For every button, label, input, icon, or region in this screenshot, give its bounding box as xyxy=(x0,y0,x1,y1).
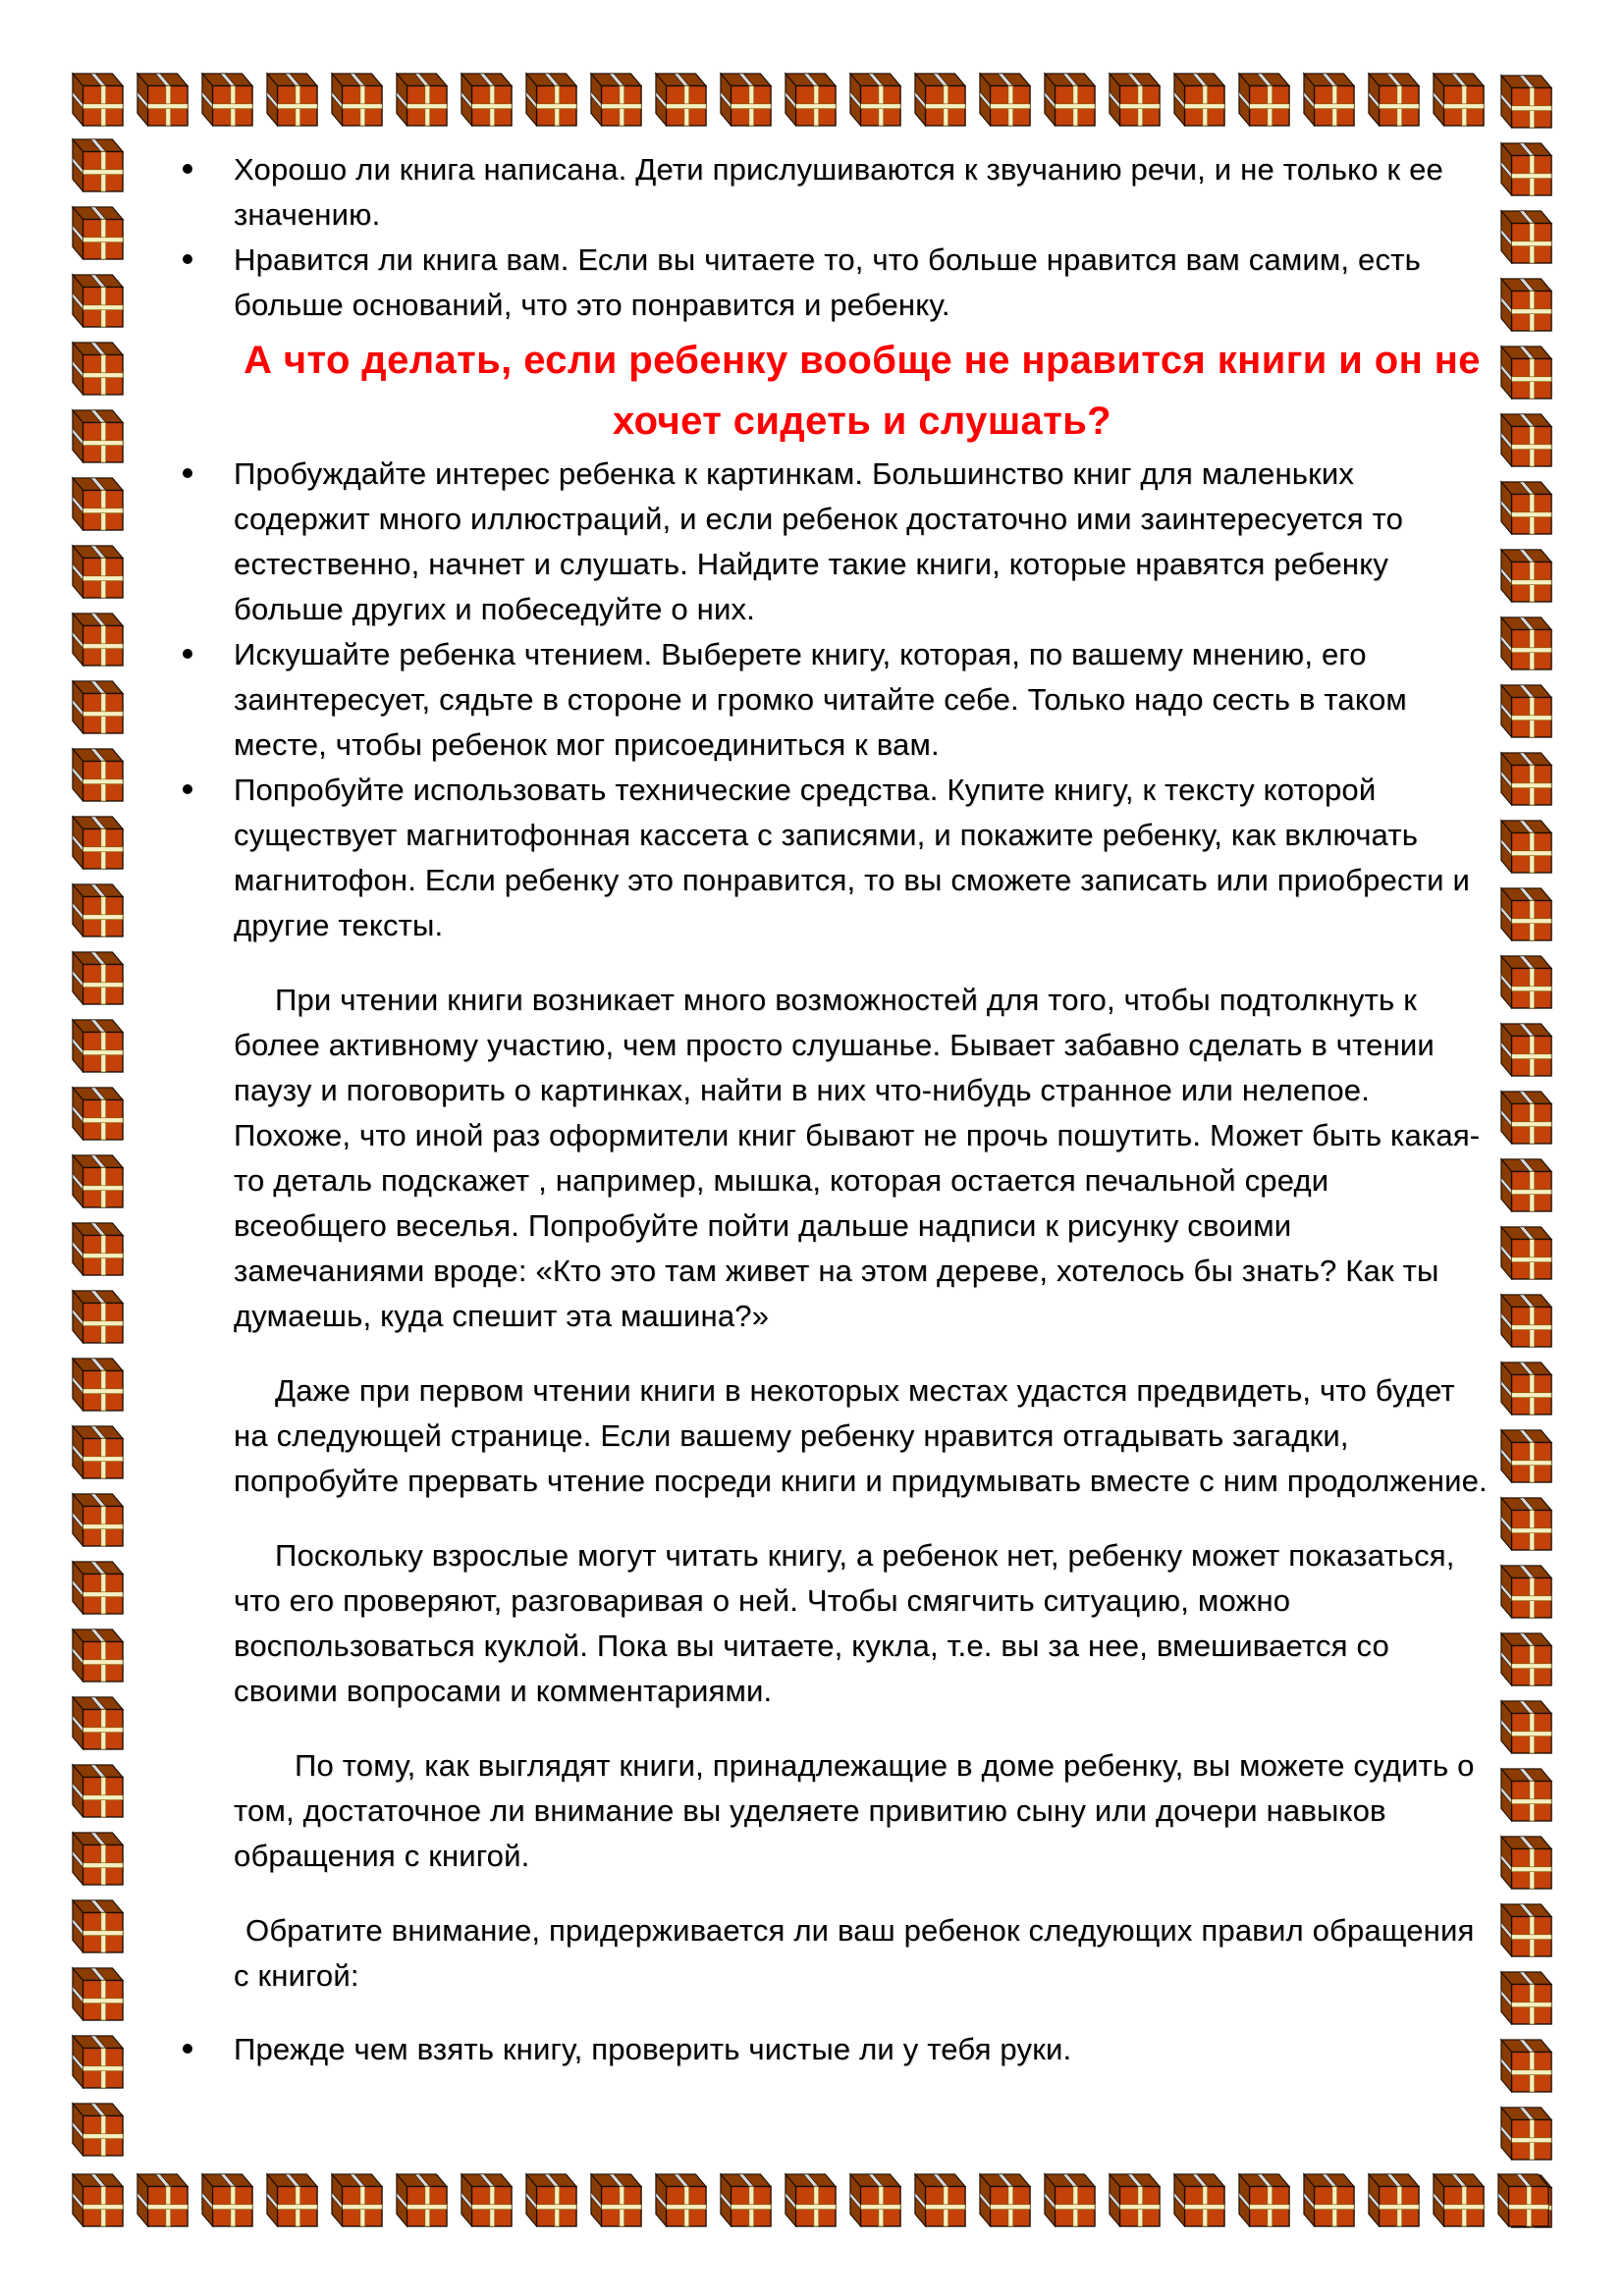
gift-box-icon xyxy=(72,1695,125,1750)
gift-box-icon xyxy=(1500,751,1553,806)
document-content xyxy=(234,147,1490,2072)
gift-box-icon xyxy=(72,1492,125,1547)
gift-box-icon xyxy=(72,1831,125,1886)
gift-box-icon xyxy=(1500,1970,1553,2025)
gift-box-icon xyxy=(72,341,125,396)
gift-box-icon xyxy=(1303,2172,1356,2227)
gift-box-icon xyxy=(1500,1767,1553,1822)
gift-box-icon xyxy=(1500,2038,1553,2093)
gift-box-icon xyxy=(1173,72,1226,127)
gift-box-icon xyxy=(655,72,708,127)
gift-box-icon xyxy=(979,2172,1032,2227)
gift-box-icon xyxy=(1500,1835,1553,1890)
gift-box-icon xyxy=(1500,1902,1553,1957)
gift-box-icon xyxy=(1109,2172,1162,2227)
gift-box-icon xyxy=(1044,2172,1097,2227)
gift-box-icon xyxy=(1109,72,1162,127)
gift-box-icon xyxy=(136,72,189,127)
gift-box-icon xyxy=(1500,1496,1553,1551)
list-item: Прежде чем взять книгу, проверить чистые ли у тебя руки. xyxy=(234,2027,1490,2072)
gift-box-icon xyxy=(72,1086,125,1141)
gift-box-icon xyxy=(979,72,1032,127)
paragraph: При чтении книги возникает много возможностей для того, чтобы подтолкнуть к более активному участию, чем просто слушанье. Бывает забавно сделать в чтении паузу и поговорить о картинках, найти в них что-нибудь странное или нелепое. Похоже, что иной раз оформители книг бывают не прочь пошутить. Может быть какая-то деталь подскажет , например, мышка, которая остается печальной среди всеобщего веселья. Попробуйте пойти дальше надписи к рисунку своими замечаниями вроде: «Кто это там живет на этом дереве, хотелось бы знать? Как ты думаешь, куда спешит эта машина?» xyxy=(234,983,1481,1333)
gift-box-icon xyxy=(655,2172,708,2227)
gift-box-icon xyxy=(72,72,125,127)
gift-box-icon xyxy=(72,137,125,192)
gift-box-icon xyxy=(1303,72,1356,127)
gift-box-icon xyxy=(1368,72,1421,127)
gift-box-icon xyxy=(72,2034,125,2089)
gift-box-icon xyxy=(720,72,773,127)
gift-box-icon xyxy=(849,72,902,127)
gift-box-icon xyxy=(1500,480,1553,535)
gift-box-icon xyxy=(72,1763,125,1818)
gift-box-icon xyxy=(72,612,125,667)
bullet-list-top xyxy=(234,147,1490,328)
gift-box-icon xyxy=(72,882,125,937)
gift-box-icon xyxy=(1500,1090,1553,1145)
gift-box-icon xyxy=(72,950,125,1005)
gift-box-icon xyxy=(1500,74,1553,129)
gift-box-icon xyxy=(785,2172,838,2227)
gift-box-icon xyxy=(331,72,384,127)
gift-box-icon xyxy=(72,2102,125,2157)
gift-box-icon xyxy=(72,2172,125,2227)
gift-box-icon xyxy=(72,476,125,531)
gift-box-icon xyxy=(266,72,319,127)
gift-box-icon xyxy=(72,408,125,463)
gift-box-icon xyxy=(136,2172,189,2227)
gift-box-icon xyxy=(396,72,449,127)
paragraph: Обратите внимание, придерживается ли ваш ребенок следующих правил обращения с книгой: xyxy=(234,1913,1475,1993)
gift-box-icon xyxy=(1433,2172,1486,2227)
gift-box-icon xyxy=(1500,1293,1553,1348)
section-heading: А что делать, если ребенку вообще не нравится книги и он не хочет сидеть и слушать? xyxy=(244,339,1481,443)
list-item: Искушайте ребенка чтением. Выберете книгу, которая, по вашему мнению, его заинтересует, сядьте в стороне и громко читайте себе. Только надо сесть в таком месте, чтобы ребенок мог присоединиться к вам. xyxy=(234,632,1490,768)
gift-box-icon xyxy=(1500,345,1553,400)
gift-box-icon xyxy=(72,1424,125,1479)
gift-box-icon xyxy=(590,2172,643,2227)
gift-box-icon xyxy=(1500,954,1553,1009)
gift-box-icon xyxy=(72,815,125,870)
gift-box-icon xyxy=(1500,277,1553,332)
gift-box-icon xyxy=(72,205,125,260)
gift-box-icon xyxy=(1044,72,1097,127)
gift-box-icon xyxy=(72,1560,125,1615)
gift-box-icon xyxy=(72,679,125,734)
gift-box-icon xyxy=(1500,2106,1553,2161)
gift-box-icon xyxy=(914,72,967,127)
bullet-list-bottom xyxy=(234,2027,1490,2072)
paragraph: По тому, как выглядят книги, принадлежащие в доме ребенку, вы можете судить о том, достаточное ли внимание вы уделяете привитию сыну или дочери навыков обращения с книгой. xyxy=(234,1748,1475,1873)
gift-box-icon xyxy=(1238,72,1291,127)
gift-box-icon xyxy=(1500,886,1553,941)
gift-box-icon xyxy=(1500,1022,1553,1077)
gift-box-icon xyxy=(1497,2172,1550,2227)
gift-box-icon xyxy=(1433,72,1486,127)
gift-box-icon xyxy=(72,273,125,328)
gift-box-icon xyxy=(1500,2173,1553,2228)
gift-box-icon xyxy=(72,747,125,802)
gift-box-icon xyxy=(1500,1699,1553,1754)
list-item: Хорошо ли книга написана. Дети прислушиваются к звучанию речи, и не только к ее значению. xyxy=(234,147,1490,238)
gift-box-icon xyxy=(1238,2172,1291,2227)
gift-box-icon xyxy=(396,2172,449,2227)
list-item: Пробуждайте интерес ребенка к картинкам. Большинство книг для маленьких содержит много иллюстраций, и если ребенок достаточно ими заинтересуется то естественно, начнет и слушать. Найдите такие книги, которые нравятся ребенку больше других и побеседуйте о них. xyxy=(234,452,1490,632)
gift-box-icon xyxy=(1500,1564,1553,1619)
gift-box-icon xyxy=(72,1018,125,1073)
gift-box-icon xyxy=(72,1221,125,1276)
gift-box-icon xyxy=(201,2172,254,2227)
paragraph: Даже при первом чтении книги в некоторых местах удастся предвидеть, что будет на следующей странице. Если вашему ребенку нравится отгадывать загадки, попробуйте прервать чтение посреди книги и придумывать вместе с ним продолжение. xyxy=(234,1373,1488,1498)
gift-box-icon xyxy=(266,2172,319,2227)
gift-box-icon xyxy=(1500,141,1553,196)
bullet-list-middle xyxy=(234,452,1490,948)
gift-box-icon xyxy=(1500,683,1553,738)
gift-box-icon xyxy=(720,2172,773,2227)
gift-box-icon xyxy=(1500,1361,1553,1415)
gift-box-icon xyxy=(72,1966,125,2021)
gift-box-icon xyxy=(72,1289,125,1344)
gift-box-icon xyxy=(1500,1428,1553,1483)
gift-box-icon xyxy=(849,2172,902,2227)
gift-box-icon xyxy=(460,72,514,127)
paragraph: Поскольку взрослые могут читать книгу, а ребенок нет, ребенку может показаться, что его проверяют, разговаривая о ней. Чтобы смягчить ситуацию, можно воспользоваться куклой. Пока вы читаете, кукла, т.е. вы за нее, вмешивается со своими вопросами и комментариями. xyxy=(234,1538,1455,1708)
gift-box-icon xyxy=(1368,2172,1421,2227)
gift-box-icon xyxy=(1500,615,1553,670)
gift-box-icon xyxy=(914,2172,967,2227)
gift-box-icon xyxy=(1500,209,1553,264)
gift-box-icon xyxy=(1500,1157,1553,1212)
gift-box-icon xyxy=(1500,412,1553,467)
gift-box-icon xyxy=(72,1898,125,1953)
gift-box-icon xyxy=(460,2172,514,2227)
gift-box-icon xyxy=(1500,819,1553,874)
gift-box-icon xyxy=(1500,1631,1553,1686)
gift-box-icon xyxy=(1500,1225,1553,1280)
gift-box-icon xyxy=(1173,2172,1226,2227)
gift-box-icon xyxy=(331,2172,384,2227)
gift-box-icon xyxy=(590,72,643,127)
list-item: Нравится ли книга вам. Если вы читаете то, что больше нравится вам самим, есть больше оснований, что это понравится и ребенку. xyxy=(234,238,1490,328)
gift-box-icon xyxy=(1500,548,1553,603)
gift-box-icon xyxy=(72,544,125,599)
gift-box-icon xyxy=(201,72,254,127)
gift-box-icon xyxy=(72,1357,125,1412)
gift-box-icon xyxy=(525,2172,578,2227)
list-item: Попробуйте использовать технические средства. Купите книгу, к тексту которой существует магнитофонная кассета с записями, и покажите ребенку, как включать магнитофон. Если ребенку это понравится, то вы сможете записать или приобрести и другие тексты. xyxy=(234,768,1490,948)
gift-box-icon xyxy=(72,1153,125,1208)
gift-box-icon xyxy=(525,72,578,127)
gift-box-icon xyxy=(785,72,838,127)
gift-box-icon xyxy=(72,1628,125,1682)
